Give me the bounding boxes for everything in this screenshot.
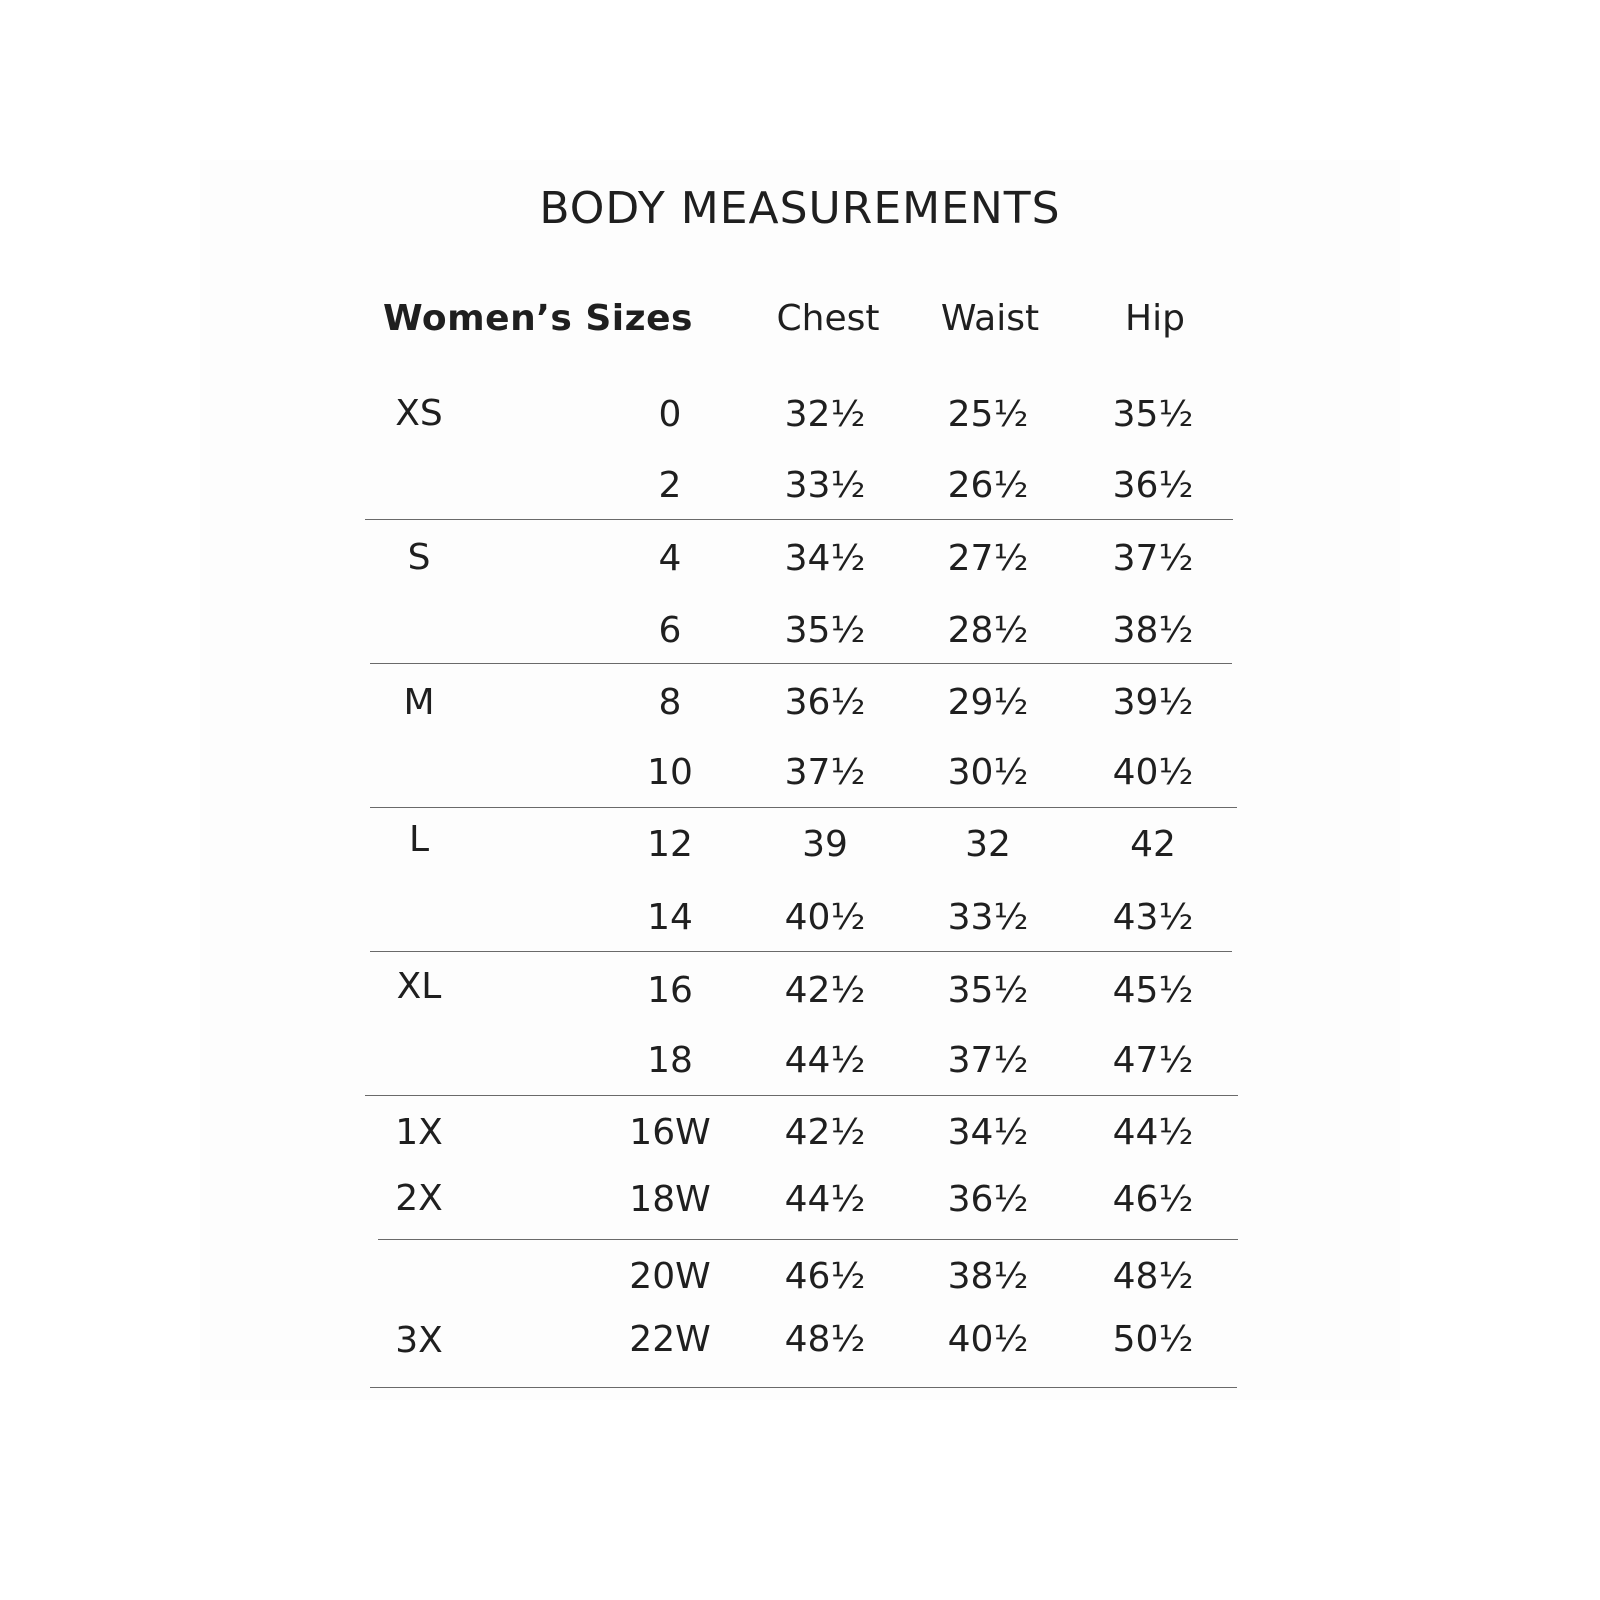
- waist-value: 35½: [947, 970, 1029, 1011]
- waist-value: 38½: [947, 1256, 1029, 1297]
- numeric-size: 8: [658, 682, 682, 723]
- table-row: [0, 1315, 1600, 1365]
- header-womens-sizes: Women’s Sizes: [383, 298, 693, 339]
- chest-value: 32½: [784, 394, 866, 435]
- table-row: [0, 1108, 1600, 1158]
- numeric-size: 6: [658, 610, 682, 651]
- chest-value: 34½: [784, 538, 866, 579]
- hip-value: 44½: [1112, 1112, 1194, 1153]
- table-row: [0, 748, 1600, 798]
- letter-size-xl: XL: [396, 966, 442, 1007]
- group-divider: [370, 951, 1232, 952]
- numeric-size: 14: [647, 897, 693, 938]
- table-row: [0, 1175, 1600, 1225]
- waist-value: 32: [965, 824, 1011, 865]
- table-row: [0, 1036, 1600, 1086]
- hip-value: 36½: [1112, 465, 1194, 506]
- hip-value: 47½: [1112, 1040, 1194, 1081]
- group-divider: [370, 663, 1232, 664]
- hip-value: 35½: [1112, 394, 1194, 435]
- letter-size-1x: 1X: [395, 1112, 443, 1153]
- hip-value: 37½: [1112, 538, 1194, 579]
- group-divider: [365, 1095, 1238, 1096]
- table-row: [0, 966, 1600, 1016]
- letter-size-xs: XS: [395, 393, 443, 434]
- group-divider: [378, 1239, 1238, 1240]
- hip-value: 38½: [1112, 610, 1194, 651]
- letter-size-s: S: [407, 537, 431, 578]
- waist-value: 30½: [947, 752, 1029, 793]
- group-divider: [370, 807, 1237, 808]
- hip-value: 50½: [1112, 1319, 1194, 1360]
- numeric-size: 16W: [629, 1112, 711, 1153]
- chest-value: 42½: [784, 970, 866, 1011]
- hip-value: 48½: [1112, 1256, 1194, 1297]
- letter-size-2x: 2X: [395, 1178, 443, 1219]
- chest-value: 46½: [784, 1256, 866, 1297]
- hip-value: 43½: [1112, 897, 1194, 938]
- hip-value: 46½: [1112, 1179, 1194, 1220]
- header-waist: Waist: [940, 298, 1040, 339]
- numeric-size: 2: [658, 465, 682, 506]
- table-row: [0, 820, 1600, 870]
- numeric-size: 0: [658, 394, 682, 435]
- waist-value: 25½: [947, 394, 1029, 435]
- letter-size-l: L: [408, 819, 430, 860]
- letter-size-m: M: [403, 682, 435, 723]
- numeric-size: 4: [658, 538, 682, 579]
- hip-value: 45½: [1112, 970, 1194, 1011]
- hip-value: 40½: [1112, 752, 1194, 793]
- numeric-size: 18: [647, 1040, 693, 1081]
- chest-value: 33½: [784, 465, 866, 506]
- chest-value: 36½: [784, 682, 866, 723]
- numeric-size: 22W: [629, 1319, 711, 1360]
- header-chest: Chest: [776, 298, 880, 339]
- group-divider: [365, 519, 1233, 520]
- numeric-size: 16: [647, 970, 693, 1011]
- waist-value: 40½: [947, 1319, 1029, 1360]
- table-row: [0, 1252, 1600, 1302]
- waist-value: 27½: [947, 538, 1029, 579]
- waist-value: 26½: [947, 465, 1029, 506]
- waist-value: 29½: [947, 682, 1029, 723]
- hip-value: 42: [1130, 824, 1176, 865]
- table-row: [0, 606, 1600, 656]
- page-title: BODY MEASUREMENTS: [539, 183, 1061, 234]
- waist-value: 36½: [947, 1179, 1029, 1220]
- letter-size-3x: 3X: [395, 1320, 443, 1361]
- chest-value: 44½: [784, 1040, 866, 1081]
- chest-value: 48½: [784, 1319, 866, 1360]
- table-bottom-rule: [370, 1387, 1237, 1388]
- numeric-size: 18W: [629, 1179, 711, 1220]
- numeric-size: 10: [647, 752, 693, 793]
- table-row: [0, 534, 1600, 584]
- chest-value: 40½: [784, 897, 866, 938]
- waist-value: 34½: [947, 1112, 1029, 1153]
- waist-value: 37½: [947, 1040, 1029, 1081]
- waist-value: 33½: [947, 897, 1029, 938]
- header-hip: Hip: [1125, 298, 1185, 339]
- numeric-size: 20W: [629, 1256, 711, 1297]
- chest-value: 39: [802, 824, 848, 865]
- chest-value: 44½: [784, 1179, 866, 1220]
- table-row: [0, 678, 1600, 728]
- waist-value: 28½: [947, 610, 1029, 651]
- table-row: [0, 893, 1600, 943]
- numeric-size: 12: [647, 824, 693, 865]
- chest-value: 35½: [784, 610, 866, 651]
- hip-value: 39½: [1112, 682, 1194, 723]
- table-row: [0, 390, 1600, 440]
- chest-value: 37½: [784, 752, 866, 793]
- table-row: [0, 461, 1600, 511]
- chest-value: 42½: [784, 1112, 866, 1153]
